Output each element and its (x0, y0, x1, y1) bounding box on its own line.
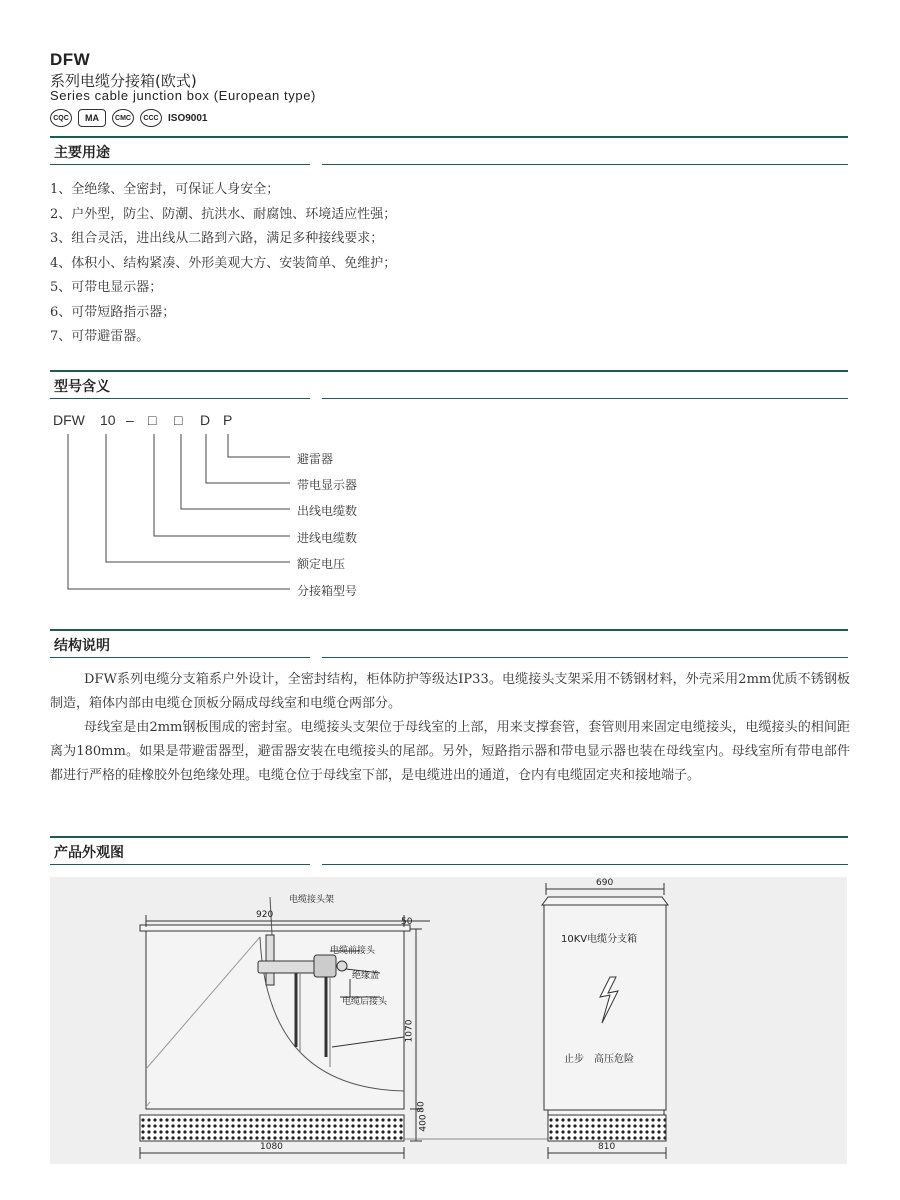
iso9001-logo: ISO9001 (168, 112, 208, 124)
ma-logo: MA (78, 109, 106, 127)
label-bracket: 电缆接头架 (289, 895, 335, 905)
section-title: 结构说明 (54, 638, 110, 654)
certification-logos (50, 108, 207, 128)
code-desc-arrester: 避雷器 (297, 452, 334, 466)
dim-height: 1070 (404, 1019, 415, 1043)
section-header-appearance (50, 836, 848, 866)
dim-right-bottom-width: 810 (598, 1142, 616, 1152)
dim-right-top-width: 690 (596, 878, 614, 888)
label-front-joint: 电缆前接头 (330, 946, 376, 956)
dim-base2: 80 (416, 1101, 427, 1113)
list-item: 2、户外型，防尘、防潮、抗洪水、耐腐蚀、环境适应性强； (50, 206, 397, 222)
list-item: 3、组合灵活，进出线从二路到六路，满足多种接线要求； (50, 231, 384, 246)
code-desc-model: 分接箱型号 (297, 584, 358, 598)
code-part-incoming: □ (148, 412, 157, 428)
dim-base: 400 (418, 1114, 429, 1132)
list-item: 7、可带避雷器。 (50, 329, 150, 344)
code-part-voltage: 10 (100, 412, 116, 428)
structure-paragraph-2: 母线室是由2mm钢板围成的密封室。电缆接头支架位于母线室的上部，用来支撑套管，套管则用来固定电缆接头，电缆接头的相间距离为180mm。如果是带避雷器型，避雷器安装在电缆接头的尾部。另外，短路指示器和带电显示器也装在母线室内。母线室所有带电部件都进行严格的硅橡胶外包绝缘处理。电缆仓位于母线室下部，是电缆进出的通道，仓内有电缆固定夹和接地端子。 (50, 720, 850, 783)
cqc-logo: CQC (50, 109, 72, 127)
label-rear-joint: 电缆后接头 (342, 997, 388, 1007)
code-part-arrester: P (223, 412, 233, 428)
code-desc-display: 带电显示器 (297, 478, 358, 492)
list-item: 5、可带电显示器； (50, 280, 163, 295)
section-title: 型号含义 (54, 379, 110, 395)
dim-bottom-width: 1080 (260, 1142, 283, 1152)
list-item: 4、体积小、结构紧凑、外形美观大方、安装简单、免维护； (50, 255, 397, 271)
cabinet-side-view (146, 929, 404, 1109)
product-name-en: Series cable junction box (European type) (50, 88, 316, 103)
ccc-logo: CCC (140, 109, 162, 127)
sign-title: 10KV电缆分支箱 (561, 934, 638, 945)
product-model: DFW (50, 50, 91, 69)
list-item: 6、可带短路指示器； (50, 304, 176, 320)
uses-list (50, 178, 396, 350)
section-header-model-meaning (50, 370, 848, 400)
appearance-drawing (50, 877, 847, 1164)
section-header-uses (50, 136, 848, 166)
code-desc-voltage: 额定电压 (297, 557, 346, 571)
section-header-structure (50, 629, 848, 659)
section-title: 产品外观图 (54, 845, 124, 861)
dim-top-offset: 50 (401, 917, 413, 927)
code-part-outgoing: □ (174, 412, 183, 428)
label-insulating-cap: 绝缘盖 (352, 971, 380, 981)
dim-top-width: 920 (256, 910, 274, 920)
list-item: 1、全绝缘、全密封，可保证人身安全； (50, 182, 280, 197)
cmc-logo: CMC (112, 109, 134, 127)
product-name-cn: 系列电缆分接箱(欧式) (50, 72, 197, 90)
code-part-dash: – (126, 412, 134, 428)
cabinet-base-right (548, 1115, 666, 1141)
code-part-display: D (200, 412, 211, 428)
section-title: 主要用途 (54, 145, 110, 161)
warning-text: 止步 高压危险 (564, 1054, 634, 1065)
structure-paragraph-1: DFW系列电缆分支箱系户外设计，全密封结构，柜体防护等级达IP33。电缆接头支架采用不锈钢材料，外壳采用2mm优质不锈钢板制造，箱体内部由电缆仓顶板分隔成母线室和电缆仓两部分。 (50, 672, 850, 711)
cabinet-base-left (140, 1115, 404, 1141)
code-part-model: DFW (53, 412, 85, 428)
code-desc-incoming: 进线电缆数 (297, 531, 358, 545)
code-desc-outgoing: 出线电缆数 (297, 504, 358, 518)
